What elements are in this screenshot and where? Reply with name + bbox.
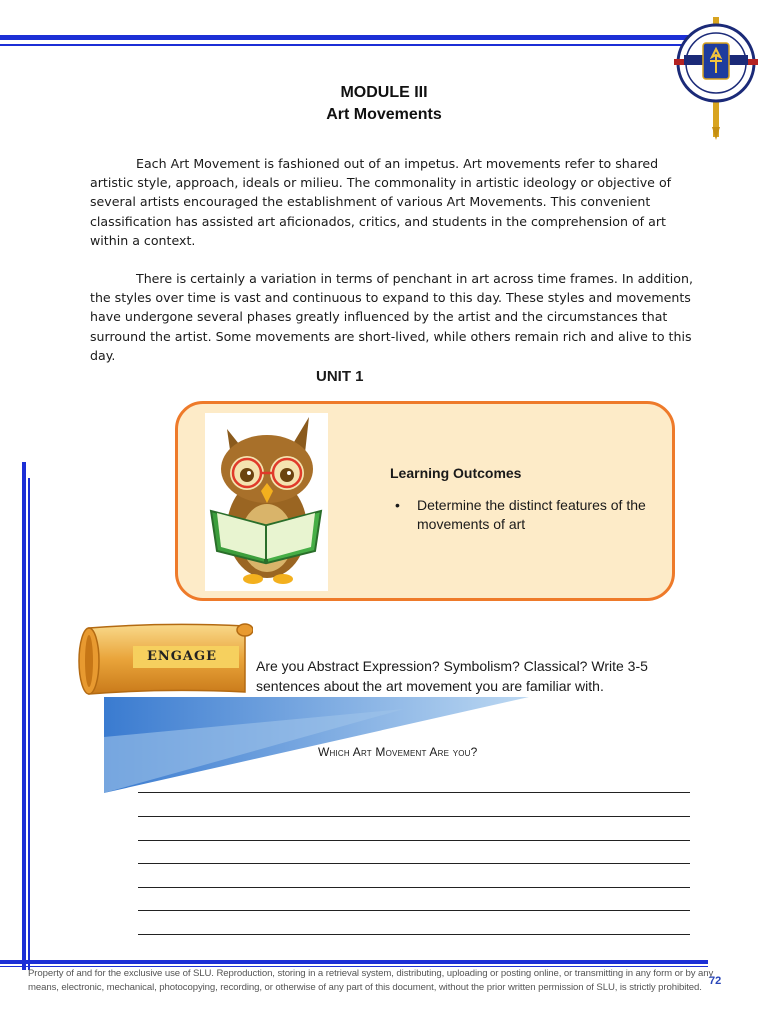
left-margin-bar — [22, 462, 26, 970]
left-margin-bar-thin — [28, 478, 30, 970]
learning-outcomes-list — [393, 496, 653, 534]
learning-outcome-item: • Determine the distinct features of the movements of art — [393, 496, 653, 534]
unit-title: UNIT 1 — [316, 368, 364, 385]
intro-paragraph-1 — [90, 154, 702, 250]
worksheet-title: Which Art Movement Are you? — [318, 745, 478, 759]
intro-paragraph-1-text: Each Art Movement is fashioned out of an impetus. Art movements refer to shared artistic style, approach, ideals or milieu. The commonality in artistic ideology or objective of several artists encouraged the establishment of various Art Movements. This convenient classification has assisted art aficionados, critics, and students in the comprehension of art within a context. — [90, 156, 672, 248]
intro-paragraph-2 — [90, 269, 702, 365]
engage-prompt: Are you Abstract Expression? Symbolism? Classical? Write 3-5 sentences about the art movement you are familiar with. — [256, 658, 648, 694]
owl-reading-icon — [205, 413, 328, 591]
answer-line[interactable] — [138, 887, 690, 888]
answer-line[interactable] — [138, 910, 690, 911]
answer-line[interactable] — [138, 816, 690, 817]
module-subtitle: Art Movements — [326, 106, 442, 123]
engage-label: ENGAGE — [133, 646, 239, 668]
learning-outcomes-heading: Learning Outcomes — [390, 465, 522, 481]
copyright-notice: Property of and for the exclusive use of SLU. Reproduction, storing in a retrieval system, distributing, uploading or posting online, or transmitting in any form or by any means, electronic, mechanical, photocopying, recording, or otherwise of any part of this document, without the prior written permission of SLU, is strictly prohibited. — [28, 968, 714, 993]
footer-rule — [0, 960, 708, 964]
answer-line[interactable] — [138, 934, 690, 935]
header-rule-thick — [0, 35, 690, 40]
answer-line[interactable] — [138, 792, 690, 793]
page-number: 72 — [709, 975, 722, 987]
intro-paragraph-2-text: There is certainly a variation in terms of penchant in art across time frames. In addition, the styles over time is vast and continuous to expand to this day. These styles and movements have undergone several phases greatly influenced by the artist and the circumstances that surround the artist. Some movements are short-lived, while others remain rich and alive to this day. — [90, 271, 693, 363]
module-title: MODULE III — [340, 84, 428, 101]
answer-line[interactable] — [138, 840, 690, 841]
header-rule-thin — [0, 44, 690, 46]
answer-line[interactable] — [138, 863, 690, 864]
